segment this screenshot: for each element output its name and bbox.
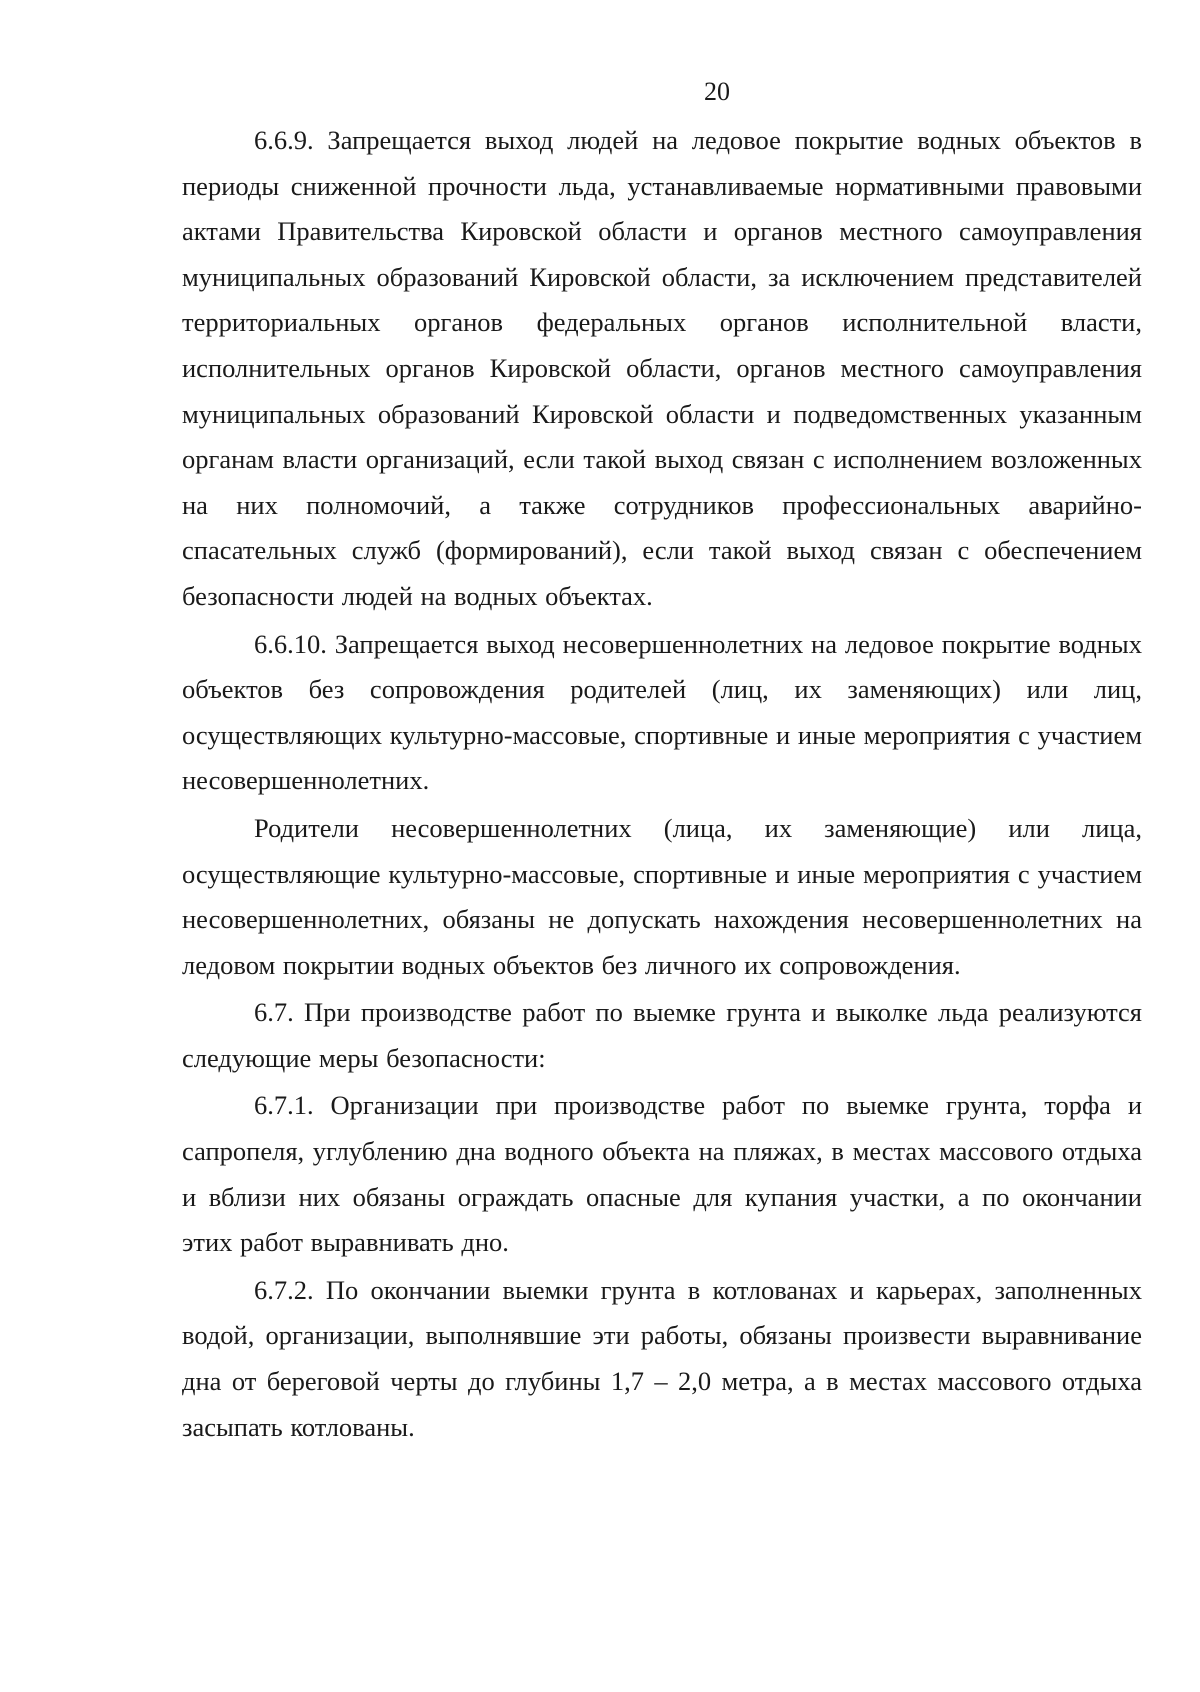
paragraph-6-7: 6.7. При производстве работ по выемке грунта и выколке льда реализуются следующие меры безопасности: [182,997,1142,1073]
paragraph-6-6-10: 6.6.10. Запрещается выход несовершеннолетних на ледовое покрытие водных объектов без сопровождения родителей (лиц, их заменяющих) или лиц, осуществляющих культурно-массовые, спортивные и иные мероприятия с участием несовершеннолетних. [182,628,1142,796]
paragraph-6-6-9: 6.6.9. Запрещается выход людей на ледовое покрытие водных объектов в периоды сниженной прочности льда, устанавливаемые нормативными правовыми актами Правительства Кировской области и органов местного самоуправления муниципальных образований Кировской области, за исключением представителей территориальных органов федеральных органов исполнительной власти, исполнительных органов Кировской области, органов местного самоуправления муниципальных образований Кировской области и подведомственных указанным органам власти организаций, если такой выход связан с исполнением возложенных на них полномочий, а также сотрудников профессиональных аварийно-спасательных служб (формирований), если такой выход связан с обеспечением безопасности людей на водных объектах. [182,125,1142,611]
document-page [182,70,1142,1452]
paragraph-6-7-1: 6.7.1. Организации при производстве работ по выемке грунта, торфа и сапропеля, углублению дна водного объекта на пляжах, в местах массового отдыха и вблизи них обязаны ограждать опасные для купания участки, а по окончании этих работ выравнивать дно. [182,1090,1142,1258]
paragraph-6-7-2: 6.7.2. По окончании выемки грунта в котлованах и карьерах, заполненных водой, организации, выполнявшие эти работы, обязаны произвести выравнивание дна от береговой черты до глубины 1,7 – 2,0 метра, а в местах массового отдыха засыпать котлованы. [182,1274,1142,1442]
paragraph-parents: Родители несовершеннолетних (лица, их заменяющие) или лица, осуществляющие культурно-массовые, спортивные и иные мероприятия с участием несовершеннолетних, обязаны не допускать нахождения несовершеннолетних на ледовом покрытии водных объектов без личного их сопровождения. [182,812,1142,980]
page-number: 20 [704,77,730,106]
